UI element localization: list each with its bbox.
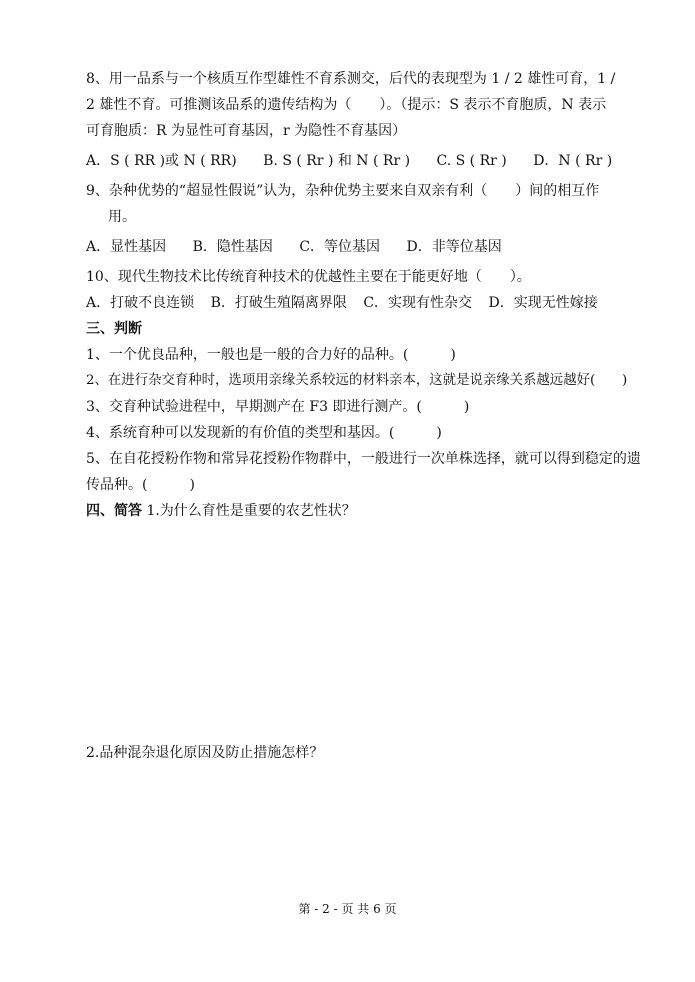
question-10 [86, 264, 641, 316]
question-8-options [86, 148, 641, 174]
question-9-line-1: 9、杂种优势的“超显性假说”认为，杂种优势主要来自双亲有利（ ）间的相互作 [86, 183, 600, 199]
question-8-option-d: D．N ( Rr ) [533, 153, 613, 169]
judge-item-2: 2、在进行杂交育种时，选项用亲缘关系较远的材料亲本，这就是说亲缘关系越远越好( ) [86, 373, 628, 388]
judge-item-5-line-1: 5、在自花授粉作物和常异花授粉作物群中，一般进行一次单株选择，就可以得到稳定的遗 [86, 451, 641, 467]
page-footer: 第 - 2 - 页 共 6 页 [298, 902, 397, 916]
question-8-line-2: 2 雄性不育。可推测该品系的遗传结构为（ ）。（提示：S 表示不育胞质，N 表示 [86, 97, 607, 113]
short-question-1: 1.为什么育性是重要的农艺性状？ [146, 503, 356, 519]
question-9-option-c: C．等位基因 [299, 239, 381, 255]
question-10-options [86, 290, 641, 316]
section-short-heading: 四、简答 [86, 503, 142, 519]
exam-page [86, 66, 641, 916]
question-9-option-d: D．非等位基因 [406, 239, 502, 255]
question-8-line-1: 8、用一品系与一个核质互作型雄性不育系测交，后代的表现型为 1 / 2 雄性可育，1 / [86, 71, 616, 87]
question-9-option-a: A．显性基因 [86, 239, 167, 255]
short-question-2: 2.品种混杂退化原因及防止措施怎样？ [86, 745, 324, 761]
question-8-option-c: C. S ( Rr ) [436, 153, 507, 169]
question-9-options [86, 234, 641, 260]
question-10-option-a: A．打破不良连锁 [86, 295, 195, 311]
question-10-option-b: B．打破生殖隔离界限 [210, 295, 347, 311]
answer-space-1[interactable] [86, 524, 641, 740]
question-9-option-b: B．隐性基因 [192, 239, 273, 255]
judge-item-5-line-2: 传品种。( ) [86, 477, 195, 493]
question-10-option-c: C．实现有性杂交 [363, 295, 473, 311]
section-judge-heading: 三、判断 [86, 321, 142, 337]
short-answer-row-1 [86, 498, 641, 524]
question-8-option-a: A．S ( RR )或 N ( RR) [86, 153, 237, 169]
question-10-option-d: D．实现无性嫁接 [488, 295, 598, 311]
judge-item-1: 1、一个优良品种，一般也是一般的合力好的品种。( ) [86, 347, 456, 363]
judge-item-4: 4、系统育种可以发现新的有价值的类型和基因。( ) [86, 425, 442, 441]
question-8-line-3: 可育胞质：R 为显性可育基因，r 为隐性不育基因） [86, 123, 407, 139]
question-10-line-1: 10、现代生物技术比传统育种技术的优越性主要在于能更好地（ ）。 [86, 269, 531, 285]
judge-list [86, 342, 641, 498]
question-9 [86, 178, 641, 260]
question-8-option-b: B. S ( Rr ) 和 N ( Rr ) [263, 153, 411, 169]
answer-space-2[interactable] [86, 766, 641, 916]
judge-item-3: 3、交育种试验进程中，早期测产在 F3 即进行测产。( ) [86, 399, 470, 415]
question-9-line-2: 用。 [108, 209, 136, 225]
question-8 [86, 66, 641, 174]
